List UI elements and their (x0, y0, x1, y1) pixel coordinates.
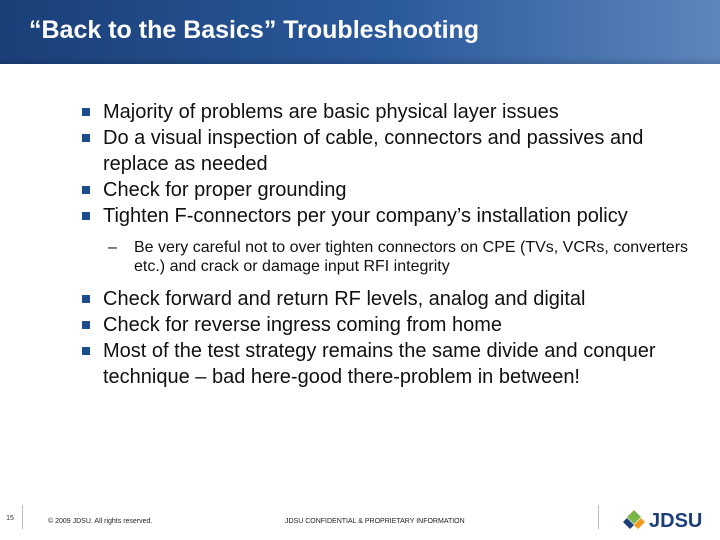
bullet-text: Check for reverse ingress coming from home (103, 314, 503, 336)
bullet-text: Tighten F-connectors per your company’s installation policy (103, 205, 628, 227)
footer-divider (22, 505, 23, 529)
title-bar-shade (0, 56, 720, 64)
bullet-item (80, 312, 695, 338)
bullet-list-bottom (80, 286, 695, 390)
footer-copyright: © 2009 JDSU. All rights reserved. (48, 518, 153, 525)
square-bullet-icon (82, 186, 90, 194)
jdsu-diamond-logo-icon (622, 509, 646, 533)
bullet-item (80, 177, 695, 203)
sub-bullet-item (80, 238, 695, 276)
bullet-item (80, 99, 695, 125)
bullet-item (80, 338, 695, 390)
logo-text: JDSU (649, 510, 703, 532)
bullet-text: Majority of problems are basic physical layer issues (103, 101, 559, 123)
square-bullet-icon (82, 212, 90, 220)
square-bullet-icon (82, 321, 90, 329)
square-bullet-icon (82, 108, 90, 116)
sub-bullet-text: Be very careful not to over tighten connectors on CPE (TVs, VCRs, converters etc.) and crack or damage input RFI integrity (134, 239, 689, 275)
jdsu-logo (622, 509, 714, 533)
bullet-text: Most of the test strategy remains the same divide and conquer technique – bad here-good there-problem in between! (103, 340, 656, 388)
page-number: 15 (6, 515, 14, 522)
footer-divider-right (598, 505, 599, 529)
square-bullet-icon (82, 134, 90, 142)
square-bullet-icon (82, 347, 90, 355)
bullet-list-top (80, 99, 695, 229)
footer-confidential: JDSU CONFIDENTIAL & PROPRIETARY INFORMATION (285, 518, 465, 525)
bullet-text: Check for proper grounding (103, 179, 347, 201)
slide-content (80, 99, 695, 390)
sub-bullet-list (80, 238, 695, 276)
bullet-item (80, 286, 695, 312)
bullet-item (80, 125, 695, 177)
bullet-text: Check forward and return RF levels, analog and digital (103, 288, 586, 310)
bullet-item (80, 203, 695, 229)
title-bar (0, 0, 720, 64)
dash-bullet: – (108, 239, 117, 256)
slide-title: “Back to the Basics” Troubleshooting (29, 16, 480, 44)
bullet-text: Do a visual inspection of cable, connectors and passives and replace as needed (103, 127, 644, 175)
square-bullet-icon (82, 295, 90, 303)
